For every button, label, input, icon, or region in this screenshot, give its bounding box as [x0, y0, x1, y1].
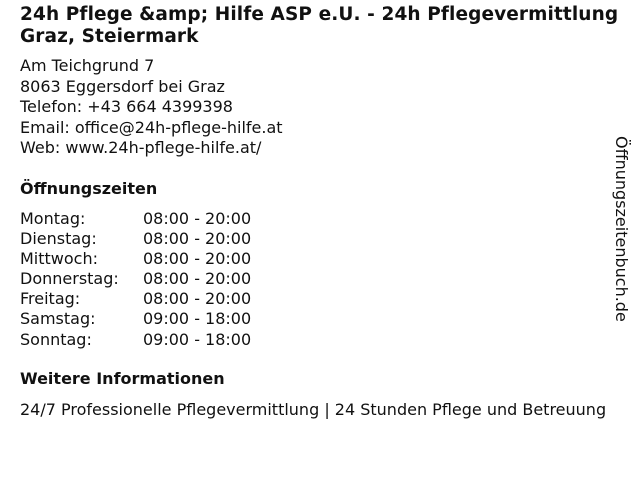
hours-day: Mittwoch:: [20, 248, 98, 268]
hours-day: Donnerstag:: [20, 269, 119, 289]
address-email[interactable]: Email: office@24h-pflege-hilfe.at: [20, 117, 283, 137]
address-street: Am Teichgrund 7: [20, 56, 155, 75]
hours-day: Samstag:: [20, 309, 96, 329]
hours-row-wednesday: [20, 249, 620, 269]
hours-time: 08:00 - 20:00: [143, 208, 252, 228]
address-city: 8063 Eggersdorf bei Graz: [20, 76, 225, 96]
hours-day: Montag:: [20, 208, 86, 228]
more-info-heading: Weitere Informationen: [20, 368, 225, 388]
hours-row-tuesday: [20, 229, 620, 249]
hours-time: 08:00 - 20:00: [143, 228, 252, 248]
hours-row-friday: [20, 289, 620, 309]
hours-row-monday: [20, 209, 620, 229]
business-card: [20, 4, 620, 420]
opening-hours-table: [20, 209, 620, 350]
address-block: [20, 56, 620, 159]
hours-time: 08:00 - 20:00: [143, 269, 252, 289]
side-brand-label: Öffnungszeitenbuch.de: [612, 136, 631, 322]
hours-time: 09:00 - 18:00: [143, 329, 252, 349]
hours-time: 08:00 - 20:00: [143, 289, 252, 309]
more-info-text: 24/7 Professionelle Pflegevermittlung | 24 Stunden Pflege und Betreuung: [20, 399, 607, 419]
hours-day: Sonntag:: [20, 329, 92, 349]
address-phone[interactable]: Telefon: +43 664 4399398: [20, 97, 233, 116]
hours-time: 09:00 - 18:00: [143, 309, 252, 329]
hours-day: Freitag:: [20, 289, 81, 309]
hours-row-saturday: [20, 309, 620, 329]
hours-day: Dienstag:: [20, 228, 97, 248]
page-title: 24h Pflege &amp; Hilfe ASP e.U. - 24h Pflegevermittlung Graz, Steiermark: [20, 4, 619, 47]
address-web[interactable]: Web: www.24h-pflege-hilfe.at/: [20, 138, 262, 157]
hours-row-sunday: [20, 330, 620, 350]
hours-time: 08:00 - 20:00: [143, 248, 252, 268]
opening-hours-heading: Öffnungszeiten: [20, 178, 158, 198]
hours-row-thursday: [20, 269, 620, 289]
